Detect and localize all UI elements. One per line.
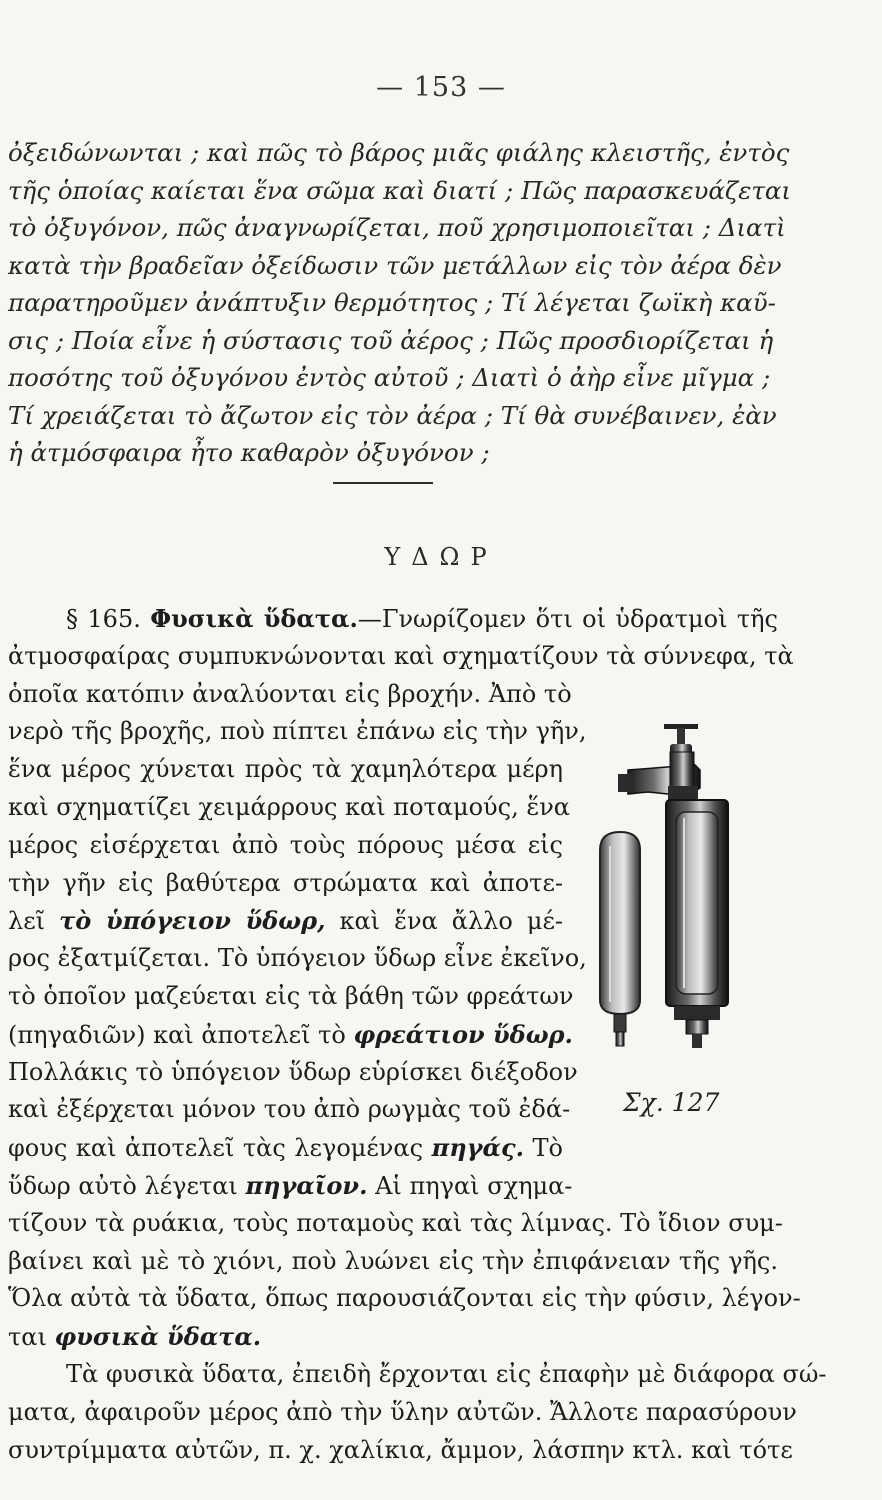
- term-groundwater: τὸ ὑπόγειον ὕδωρ,: [59, 906, 326, 936]
- text-line: βαίνει καὶ μὲ τὸ χιόνι, ποὺ λυώνει εἰς τὴν ἐπιφάνειαν τῆς γῆς.: [8, 1246, 778, 1275]
- section-divider: [333, 482, 433, 484]
- question-line: ὀξειδώνωνται ; καὶ πῶς τὸ βάρος μιᾶς φιάλης κλειστῆς, ἐντὸς: [8, 138, 790, 167]
- text-line: ὁποῖα κατόπιν ἀναλύονται εἰς βροχήν. Ἀπὸ τὸ: [8, 679, 572, 708]
- text-line: ρος ἐξατμίζεται. Τὸ ὑπόγειον ὕδωρ εἶνε ἐκεῖνο,: [8, 944, 587, 973]
- term-springs: πηγάς.: [431, 1133, 524, 1163]
- figure-caption: Σχ. 127: [623, 1088, 720, 1117]
- text-line: ματα, ἀφαιροῦν μέρος ἀπὸ τὴν ὕλην αὐτῶν. Ἄλλοτε παρασύρουν: [8, 1397, 797, 1426]
- paragraph-title: Φυσικὰ ὕδατα.: [150, 604, 358, 633]
- page-number: — 153 —: [376, 72, 506, 103]
- section-heading: ΥΔΩΡ: [384, 543, 498, 571]
- text-line: Ὅλα αὐτὰ τὰ ὕδατα, ὅπως παρουσιάζονται εἰς τὴν φύσιν, λέγον-: [8, 1284, 801, 1313]
- term-well-water: φρεάτιον ὕδωρ.: [353, 1019, 573, 1049]
- question-line: σις ; Ποία εἶνε ἡ σύστασις τοῦ ἀέρος ; Πῶς προσδιορίζεται ἡ: [8, 325, 774, 355]
- term-natural-waters: φυσικὰ ὕδατα.: [54, 1322, 262, 1352]
- question-line: ἡ ἀτμόσφαιρα ἦτο καθαρὸν ὀξυγόνον ;: [8, 438, 490, 467]
- text-line: (πηγαδιῶν) καὶ ἀποτελεῖ τὸ φρεάτιον ὕδωρ.: [8, 1019, 573, 1049]
- text-line: ἕνα μέρος χύνεται πρὸς τὰ χαμηλότερα μέρη: [8, 755, 563, 784]
- text-line: τίζουν τὰ ρυάκια, τοὺς ποταμοὺς καὶ τὰς λίμνας. Τὸ ἴδιον συμ-: [8, 1208, 783, 1237]
- text-line: τὸ ὁποῖον μαζεύεται εἰς τὰ βάθη τῶν φρεάτων: [8, 981, 574, 1010]
- question-line: τὸ ὀξυγόνον, πῶς ἀναγνωρίζεται, ποῦ χρησιμοποιεῖται ; Διατὶ: [8, 213, 786, 242]
- text-line: Πολλάκις τὸ ὑπόγειον ὕδωρ εὑρίσκει διέξοδον: [8, 1057, 578, 1086]
- text-line: συντρίμματα αὐτῶν, π. χ. χαλίκια, ἄμμον, λάσπην κτλ. καὶ τότε: [8, 1435, 793, 1464]
- paragraph-number: § 165.: [66, 605, 141, 633]
- text-line: νερὸ τῆς βροχῆς, ποὺ πίπτει ἐπάνω εἰς τὴν γῆν,: [8, 717, 587, 746]
- question-line: παρατηροῦμεν ἀνάπτυξιν θερμότητος ; Τί λέγεται ζωϊκὴ καῦ-: [8, 288, 776, 317]
- text-line: ἀτμοσφαίρας συμπυκνώνονται καὶ σχηματίζουν τὰ σύννεφα, τὰ: [8, 641, 794, 670]
- text-line: λεῖ τὸ ὑπόγειον ὕδωρ, καὶ ἕνα ἄλλο μέ-: [8, 906, 563, 936]
- text-line: ται φυσικὰ ὕδατα.: [8, 1322, 262, 1352]
- water-filter-figure: [588, 718, 764, 1078]
- question-line: ποσότης τοῦ ὀξυγόνου ἐντὸς αὐτοῦ ; Διατὶ ὁ ἀὴρ εἶνε μῖγμα ;: [8, 363, 771, 392]
- question-line: Τί χρειάζεται τὸ ἄζωτον εἰς τὸν ἀέρα ; Τί θὰ συνέβαινεν, ἐὰν: [8, 400, 777, 430]
- term-spring-water: πηγαῖον.: [245, 1170, 368, 1200]
- text-line: μέρος εἰσέρχεται ἀπὸ τοὺς πόρους μέσα εἰς: [8, 830, 563, 859]
- text-line: Τὰ φυσικὰ ὕδατα, ἐπειδὴ ἔρχονται εἰς ἐπαφὴν μὲ διάφορα σώ-: [66, 1359, 827, 1388]
- text-line: φους καὶ ἀποτελεῖ τὰς λεγομένας πηγάς. Τὸ: [8, 1133, 564, 1163]
- text-line: § 165. Φυσικὰ ὕδατα.—Γνωρίζομεν ὅτι οἱ ὑδρατμοὶ τῆς: [66, 604, 779, 633]
- question-line: τῆς ὁποίας καίεται ἕνα σῶμα καὶ διατί ; Πῶς παρασκευάζεται: [8, 175, 792, 205]
- water-filter-candle-icon: [588, 718, 764, 1078]
- review-questions: [8, 134, 792, 472]
- text-line: ὕδωρ αὐτὸ λέγεται πηγαῖον. Αἱ πηγαὶ σχημα-: [8, 1170, 573, 1200]
- text-line: τὴν γῆν εἰς βαθύτερα στρώματα καὶ ἀποτε-: [8, 868, 563, 897]
- text-line: καὶ σχηματίζει χειμάρρους καὶ ποταμούς, ἕνα: [8, 792, 571, 821]
- question-line: κατὰ τὴν βραδεῖαν ὀξείδωσιν τῶν μετάλλων εἰς τὸν ἀέρα δὲν: [8, 250, 782, 280]
- text-line: καὶ ἐξέρχεται μόνον του ἀπὸ ρωγμὰς τοῦ ἐδά-: [8, 1095, 571, 1124]
